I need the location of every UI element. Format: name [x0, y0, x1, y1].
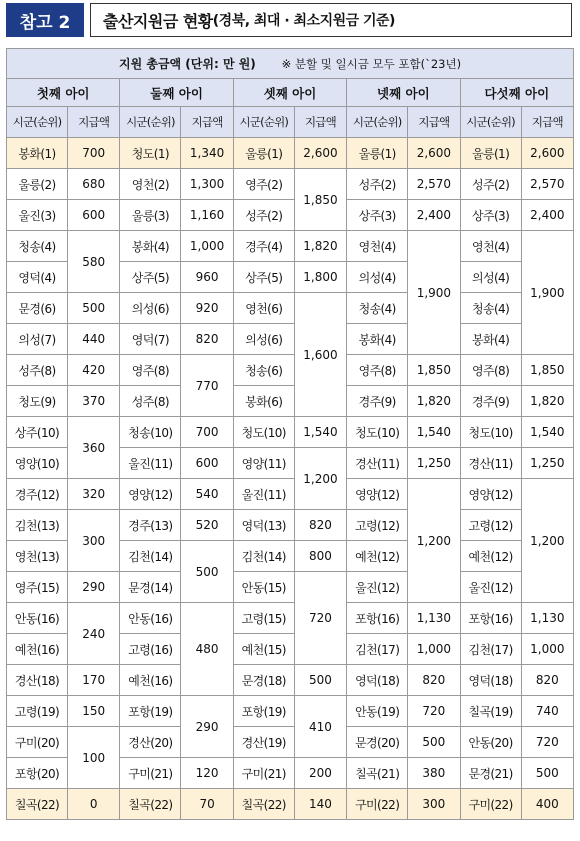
- amount-cell: 700: [68, 138, 120, 169]
- region-rank-cell: 고령(12): [460, 510, 521, 541]
- region-rank-cell: 울진(11): [120, 448, 181, 479]
- amount-cell: 500: [181, 541, 233, 603]
- amount-header: 지급액: [68, 107, 120, 138]
- region-rank-header: 시군(순위): [460, 107, 521, 138]
- region-rank-cell: 울릉(3): [120, 200, 181, 231]
- region-rank-cell: 청도(10): [460, 417, 521, 448]
- region-rank-cell: 영천(4): [460, 231, 521, 262]
- child-header-3: 셋째 아이: [233, 79, 346, 107]
- amount-cell: 720: [521, 727, 574, 758]
- region-rank-cell: 의성(4): [347, 262, 408, 293]
- region-rank-cell: 성주(2): [233, 200, 294, 231]
- amount-cell: 70: [181, 789, 233, 820]
- amount-cell: 1,820: [294, 231, 346, 262]
- region-rank-cell: 울진(11): [233, 479, 294, 510]
- amount-cell: 300: [408, 789, 460, 820]
- amount-cell: 1,900: [521, 231, 574, 355]
- region-rank-cell: 영양(12): [120, 479, 181, 510]
- table-title-cell: [7, 49, 574, 79]
- region-rank-cell: 청송(4): [347, 293, 408, 324]
- amount-cell: 600: [181, 448, 233, 479]
- region-rank-cell: 영덕(4): [7, 262, 68, 293]
- amount-cell: 520: [181, 510, 233, 541]
- region-rank-cell: 경산(19): [233, 727, 294, 758]
- page-title-main: 출산지원금 현황: [103, 11, 213, 31]
- table-note: ※ 분할 및 일시금 모두 포함(`23년): [281, 57, 462, 71]
- region-rank-cell: 상주(5): [233, 262, 294, 293]
- amount-cell: 400: [521, 789, 574, 820]
- amount-cell: 1,600: [294, 293, 346, 417]
- amount-cell: 100: [68, 727, 120, 789]
- region-rank-cell: 영주(8): [120, 355, 181, 386]
- region-rank-cell: 예천(16): [7, 634, 68, 665]
- region-rank-cell: 의성(4): [460, 262, 521, 293]
- region-rank-cell: 성주(8): [120, 386, 181, 417]
- amount-cell: 1,820: [408, 386, 460, 417]
- region-rank-cell: 울릉(2): [7, 169, 68, 200]
- amount-cell: 800: [294, 541, 346, 572]
- region-rank-cell: 영덕(7): [120, 324, 181, 355]
- region-rank-cell: 청도(10): [233, 417, 294, 448]
- table-row: [7, 665, 574, 696]
- table-row: [7, 603, 574, 634]
- region-rank-cell: 안동(20): [460, 727, 521, 758]
- region-rank-cell: 구미(21): [233, 758, 294, 789]
- table-body: [7, 138, 574, 820]
- amount-cell: 1,800: [294, 262, 346, 293]
- region-rank-cell: 칠곡(21): [347, 758, 408, 789]
- region-rank-cell: 구미(22): [460, 789, 521, 820]
- amount-cell: 150: [68, 696, 120, 727]
- amount-cell: 1,200: [294, 448, 346, 510]
- table-row: [7, 355, 574, 386]
- amount-cell: 1,540: [294, 417, 346, 448]
- region-rank-cell: 문경(14): [120, 572, 181, 603]
- page-title: [90, 3, 572, 37]
- region-rank-cell: 문경(21): [460, 758, 521, 789]
- birth-subsidy-table: [6, 48, 574, 820]
- region-rank-cell: 경산(11): [347, 448, 408, 479]
- amount-cell: 1,000: [408, 634, 460, 665]
- region-rank-cell: 상주(3): [460, 200, 521, 231]
- region-rank-cell: 상주(10): [7, 417, 68, 448]
- child-header-5: 다섯째 아이: [460, 79, 574, 107]
- region-rank-cell: 김천(14): [233, 541, 294, 572]
- amount-cell: 1,130: [408, 603, 460, 634]
- amount-cell: 720: [408, 696, 460, 727]
- table-row: [7, 169, 574, 200]
- amount-cell: 1,300: [181, 169, 233, 200]
- region-rank-cell: 고령(12): [347, 510, 408, 541]
- amount-header: 지급액: [521, 107, 574, 138]
- region-rank-cell: 청송(4): [7, 231, 68, 262]
- child-header-2: 둘째 아이: [120, 79, 233, 107]
- amount-cell: 2,600: [408, 138, 460, 169]
- region-rank-cell: 경산(18): [7, 665, 68, 696]
- amount-cell: 370: [68, 386, 120, 417]
- amount-cell: 2,400: [521, 200, 574, 231]
- child-header-4: 넷째 아이: [347, 79, 460, 107]
- region-rank-cell: 청송(4): [460, 293, 521, 324]
- amount-cell: 120: [181, 758, 233, 789]
- region-rank-cell: 경산(20): [120, 727, 181, 758]
- region-rank-cell: 예천(15): [233, 634, 294, 665]
- region-rank-cell: 칠곡(22): [120, 789, 181, 820]
- region-rank-cell: 청송(10): [120, 417, 181, 448]
- region-rank-cell: 울릉(1): [460, 138, 521, 169]
- amount-cell: 300: [68, 510, 120, 572]
- region-rank-cell: 봉화(4): [347, 324, 408, 355]
- amount-cell: 1,820: [521, 386, 574, 417]
- amount-cell: 600: [68, 200, 120, 231]
- region-rank-cell: 울릉(1): [347, 138, 408, 169]
- region-rank-cell: 영주(15): [7, 572, 68, 603]
- table-row: [7, 572, 574, 603]
- region-rank-cell: 청도(1): [120, 138, 181, 169]
- region-rank-cell: 칠곡(22): [7, 789, 68, 820]
- region-rank-cell: 영주(8): [460, 355, 521, 386]
- amount-cell: 960: [181, 262, 233, 293]
- table-row: [7, 200, 574, 231]
- region-rank-cell: 영천(6): [233, 293, 294, 324]
- amount-cell: 480: [181, 603, 233, 696]
- amount-cell: 1,160: [181, 200, 233, 231]
- amount-cell: 2,600: [294, 138, 346, 169]
- amount-cell: 2,600: [521, 138, 574, 169]
- amount-cell: 1,130: [521, 603, 574, 634]
- amount-cell: 1,850: [408, 355, 460, 386]
- table-title: 지원 총금액 (단위: 만 원): [118, 57, 256, 71]
- amount-cell: 500: [408, 727, 460, 758]
- region-rank-cell: 경주(12): [7, 479, 68, 510]
- region-rank-cell: 영주(2): [233, 169, 294, 200]
- region-rank-cell: 문경(18): [233, 665, 294, 696]
- amount-cell: 1,540: [408, 417, 460, 448]
- region-rank-cell: 포항(19): [233, 696, 294, 727]
- table-row: [7, 696, 574, 727]
- region-rank-cell: 문경(20): [347, 727, 408, 758]
- amount-cell: 1,540: [521, 417, 574, 448]
- region-rank-cell: 김천(14): [120, 541, 181, 572]
- amount-cell: 680: [68, 169, 120, 200]
- table-row: [7, 138, 574, 169]
- amount-cell: 170: [68, 665, 120, 696]
- table-row: [7, 789, 574, 820]
- region-rank-cell: 안동(15): [233, 572, 294, 603]
- amount-cell: 290: [68, 572, 120, 603]
- region-rank-cell: 경주(4): [233, 231, 294, 262]
- region-rank-cell: 영천(2): [120, 169, 181, 200]
- amount-cell: 2,570: [408, 169, 460, 200]
- sub-header-row: [7, 107, 574, 138]
- amount-cell: 0: [68, 789, 120, 820]
- region-rank-cell: 봉화(1): [7, 138, 68, 169]
- region-rank-cell: 영덕(18): [347, 665, 408, 696]
- region-rank-cell: 영덕(18): [460, 665, 521, 696]
- table-row: [7, 324, 574, 355]
- region-rank-cell: 영천(13): [7, 541, 68, 572]
- region-rank-cell: 영천(4): [347, 231, 408, 262]
- amount-cell: 700: [181, 417, 233, 448]
- region-rank-cell: 안동(19): [347, 696, 408, 727]
- region-rank-cell: 봉화(4): [460, 324, 521, 355]
- amount-cell: 200: [294, 758, 346, 789]
- amount-header: 지급액: [294, 107, 346, 138]
- region-rank-cell: 청도(9): [7, 386, 68, 417]
- amount-cell: 1,850: [521, 355, 574, 386]
- region-rank-cell: 예천(12): [347, 541, 408, 572]
- amount-cell: 1,850: [294, 169, 346, 231]
- amount-cell: 1,000: [521, 634, 574, 665]
- region-rank-cell: 울진(3): [7, 200, 68, 231]
- amount-cell: 440: [68, 324, 120, 355]
- region-rank-cell: 울릉(1): [233, 138, 294, 169]
- region-rank-cell: 울진(12): [460, 572, 521, 603]
- region-rank-cell: 상주(5): [120, 262, 181, 293]
- region-rank-cell: 영주(8): [347, 355, 408, 386]
- region-rank-cell: 구미(22): [347, 789, 408, 820]
- amount-cell: 410: [294, 696, 346, 758]
- child-order-header-row: [7, 79, 574, 107]
- region-rank-cell: 포항(19): [120, 696, 181, 727]
- region-rank-header: 시군(순위): [120, 107, 181, 138]
- region-rank-cell: 경산(11): [460, 448, 521, 479]
- amount-cell: 420: [68, 355, 120, 386]
- region-rank-cell: 경주(9): [460, 386, 521, 417]
- amount-cell: 380: [408, 758, 460, 789]
- region-rank-cell: 안동(16): [120, 603, 181, 634]
- page-title-sub: (경북, 최대 · 최소지원금 기준): [212, 13, 395, 29]
- region-rank-cell: 성주(2): [347, 169, 408, 200]
- amount-cell: 1,250: [521, 448, 574, 479]
- region-rank-cell: 구미(21): [120, 758, 181, 789]
- amount-cell: 140: [294, 789, 346, 820]
- region-rank-cell: 의성(6): [120, 293, 181, 324]
- region-rank-cell: 울진(12): [347, 572, 408, 603]
- table-row: [7, 386, 574, 417]
- table-row: [7, 727, 574, 758]
- amount-cell: 360: [68, 417, 120, 479]
- amount-cell: 740: [521, 696, 574, 727]
- region-rank-cell: 영양(10): [7, 448, 68, 479]
- amount-cell: 500: [294, 665, 346, 696]
- region-rank-cell: 예천(12): [460, 541, 521, 572]
- amount-cell: 1,200: [408, 479, 460, 603]
- region-rank-cell: 성주(2): [460, 169, 521, 200]
- amount-cell: 2,570: [521, 169, 574, 200]
- amount-header: 지급액: [408, 107, 460, 138]
- region-rank-cell: 포항(20): [7, 758, 68, 789]
- amount-cell: 500: [68, 293, 120, 324]
- amount-cell: 240: [68, 603, 120, 665]
- region-rank-cell: 고령(15): [233, 603, 294, 634]
- region-rank-cell: 영양(12): [460, 479, 521, 510]
- table-row: [7, 231, 574, 262]
- region-rank-header: 시군(순위): [233, 107, 294, 138]
- region-rank-cell: 구미(20): [7, 727, 68, 758]
- table-row: [7, 479, 574, 510]
- amount-cell: 1,250: [408, 448, 460, 479]
- region-rank-cell: 칠곡(22): [233, 789, 294, 820]
- amount-cell: 2,400: [408, 200, 460, 231]
- amount-cell: 820: [181, 324, 233, 355]
- region-rank-cell: 김천(17): [347, 634, 408, 665]
- amount-cell: 720: [294, 572, 346, 665]
- region-rank-cell: 안동(16): [7, 603, 68, 634]
- region-rank-cell: 영덕(13): [233, 510, 294, 541]
- amount-cell: 1,340: [181, 138, 233, 169]
- amount-cell: 920: [181, 293, 233, 324]
- region-rank-cell: 칠곡(19): [460, 696, 521, 727]
- amount-cell: 1,900: [408, 231, 460, 355]
- region-rank-cell: 김천(13): [7, 510, 68, 541]
- amount-cell: 1,200: [521, 479, 574, 603]
- region-rank-header: 시군(순위): [347, 107, 408, 138]
- region-rank-cell: 예천(16): [120, 665, 181, 696]
- amount-cell: 770: [181, 355, 233, 417]
- region-rank-cell: 봉화(4): [120, 231, 181, 262]
- region-rank-cell: 문경(6): [7, 293, 68, 324]
- amount-cell: 580: [68, 231, 120, 293]
- region-rank-cell: 포항(16): [460, 603, 521, 634]
- region-rank-cell: 경주(9): [347, 386, 408, 417]
- amount-cell: 1,000: [181, 231, 233, 262]
- page-header: [6, 3, 572, 37]
- region-rank-cell: 경주(13): [120, 510, 181, 541]
- region-rank-cell: 고령(16): [120, 634, 181, 665]
- amount-cell: 320: [68, 479, 120, 510]
- table-row: [7, 293, 574, 324]
- region-rank-cell: 의성(7): [7, 324, 68, 355]
- amount-cell: 540: [181, 479, 233, 510]
- table-row: [7, 510, 574, 541]
- region-rank-cell: 고령(19): [7, 696, 68, 727]
- region-rank-cell: 성주(8): [7, 355, 68, 386]
- table-row: [7, 417, 574, 448]
- region-rank-cell: 청송(6): [233, 355, 294, 386]
- region-rank-cell: 의성(6): [233, 324, 294, 355]
- amount-cell: 820: [521, 665, 574, 696]
- region-rank-cell: 김천(17): [460, 634, 521, 665]
- region-rank-cell: 포항(16): [347, 603, 408, 634]
- amount-cell: 820: [408, 665, 460, 696]
- region-rank-cell: 봉화(6): [233, 386, 294, 417]
- region-rank-cell: 상주(3): [347, 200, 408, 231]
- region-rank-cell: 영양(12): [347, 479, 408, 510]
- child-header-1: 첫째 아이: [7, 79, 120, 107]
- amount-cell: 500: [521, 758, 574, 789]
- region-rank-cell: 영양(11): [233, 448, 294, 479]
- amount-cell: 290: [181, 696, 233, 758]
- region-rank-cell: 청도(10): [347, 417, 408, 448]
- table-title-row: [7, 49, 574, 79]
- region-rank-header: 시군(순위): [7, 107, 68, 138]
- reference-label: 참고 2: [6, 3, 84, 37]
- amount-header: 지급액: [181, 107, 233, 138]
- amount-cell: 820: [294, 510, 346, 541]
